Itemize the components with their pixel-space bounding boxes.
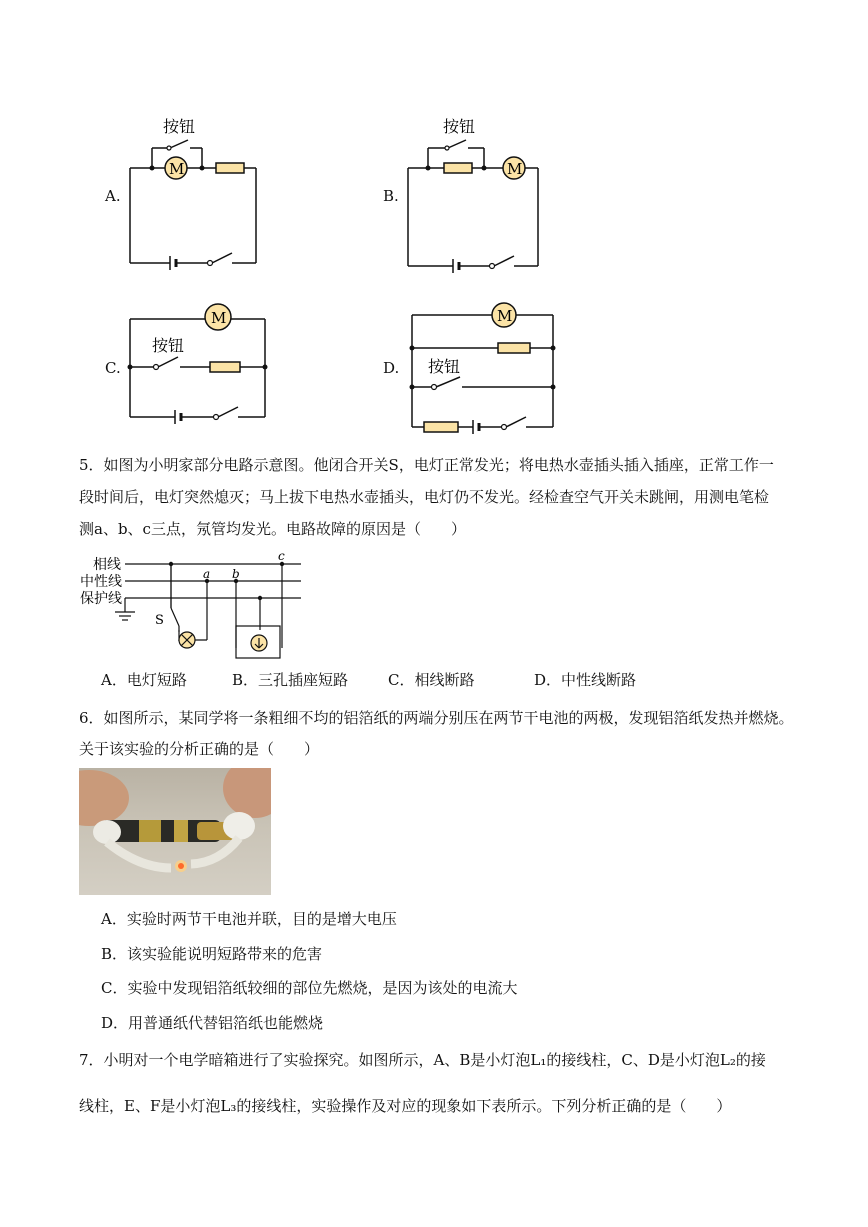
q5-text-line3: 测a、b、c三点，氖管均发光。电路故障的原因是（ ） xyxy=(79,520,466,538)
option-a-label: A. xyxy=(105,187,121,205)
point-a-label: a xyxy=(203,567,211,581)
q5-option-c[interactable]: C．相线断路 xyxy=(388,671,475,689)
q6-option-b[interactable]: B．该实验能说明短路带来的危害 xyxy=(101,945,323,963)
motor-label: M xyxy=(211,309,227,327)
q7-text-line1: 7．小明对一个电学暗箱进行了实验探究。如图所示，A、B是小灯泡L₁的接线柱，C、D是小灯泡L₂的接 xyxy=(79,1051,766,1069)
q5-option-b[interactable]: B．三孔插座短路 xyxy=(232,671,349,689)
q5-text-line2: 段时间后，电灯突然熄灭；马上拔下电热水壶插头，电灯仍不发光。经检查空气开关未跳闸，用测电笔检 xyxy=(79,488,770,506)
motor-label: M xyxy=(169,160,185,178)
motor-label: M xyxy=(497,307,513,325)
q5-option-a[interactable]: A．电灯短路 xyxy=(101,671,187,689)
point-c-label: c xyxy=(278,549,285,563)
q7-text-line2: 线柱，E、F是小灯泡L₃的接线柱，实验操作及对应的现象如下表所示。下列分析正确的是（ ） xyxy=(79,1097,732,1115)
button-label: 按钮 xyxy=(152,336,185,355)
q6-text-line1: 6．如图所示，某同学将一条粗细不均的铝箔纸的两端分别压在两节干电池的两极，发现铝箔纸发热并燃烧。 xyxy=(79,709,794,727)
home-circuit-diagram xyxy=(79,548,319,660)
phase-line-label: 相线 xyxy=(93,557,121,573)
point-b-label: b xyxy=(232,567,240,581)
neutral-line-label: 中性线 xyxy=(80,574,122,590)
q6-option-d[interactable]: D．用普通纸代替铝箔纸也能燃烧 xyxy=(101,1014,324,1032)
option-c-label: C. xyxy=(105,359,121,377)
q5-option-d[interactable]: D．中性线断路 xyxy=(534,671,637,689)
ground-line-label: 保护线 xyxy=(80,591,122,607)
button-label: 按钮 xyxy=(163,117,196,136)
circuit-c xyxy=(120,295,280,430)
battery-foil-photo xyxy=(79,768,271,895)
circuit-a xyxy=(120,110,270,280)
option-d-label: D. xyxy=(383,359,400,377)
q5-text-line1: 5．如图为小明家部分电路示意图。他闭合开关S，电灯正常发光；将电热水壶插头插入插座，正常工作一 xyxy=(79,456,774,474)
option-b-label: B. xyxy=(383,187,399,205)
q6-option-c[interactable]: C．实验中发现铝箔纸较细的部位先燃烧，是因为该处的电流大 xyxy=(101,979,518,997)
button-label: 按钮 xyxy=(428,357,461,376)
circuit-d xyxy=(398,295,568,445)
q6-option-a[interactable]: A．实验时两节干电池并联，目的是增大电压 xyxy=(101,910,397,928)
motor-label: M xyxy=(507,160,523,178)
button-label: 按钮 xyxy=(443,117,476,136)
switch-s-label: S xyxy=(155,613,164,628)
q6-text-line2: 关于该实验的分析正确的是（ ） xyxy=(79,740,320,758)
circuit-b xyxy=(398,110,548,280)
